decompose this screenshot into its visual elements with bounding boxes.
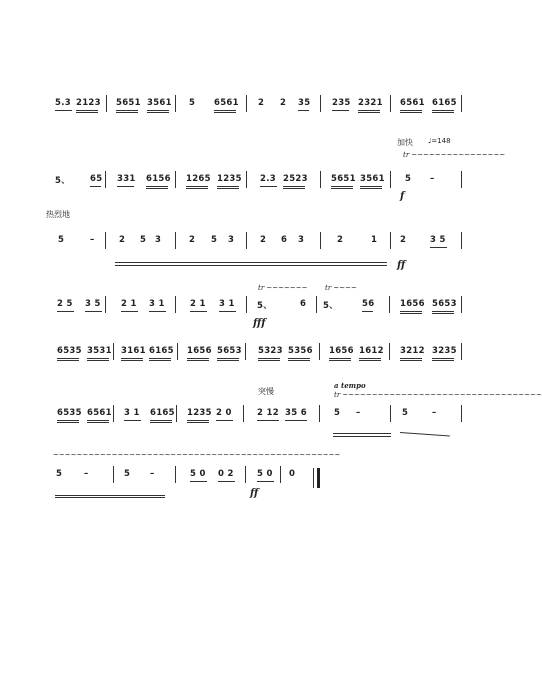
note-group: 6535: [57, 408, 82, 418]
barline: [316, 296, 317, 313]
note-group: 5653: [432, 299, 457, 309]
note-group: 6: [300, 299, 307, 309]
beam-line: [400, 313, 422, 314]
beam-line: [117, 186, 134, 187]
dynamic-ff: ff: [397, 260, 406, 271]
note-group: 1235: [187, 408, 212, 418]
barline: [106, 95, 107, 112]
beam-line: [57, 422, 79, 423]
note-group: 5: [56, 469, 63, 479]
beam-line: [432, 358, 454, 359]
beam-line: [283, 188, 305, 189]
note-group: 3561: [147, 98, 172, 108]
note-group: 5356: [288, 346, 313, 356]
beam-line: [298, 110, 309, 111]
beam-line: [430, 247, 447, 248]
beam-line: [150, 422, 172, 423]
barline: [175, 171, 176, 188]
note-group: 5653: [217, 346, 242, 356]
quarter-note-icon: ♩: [428, 137, 432, 145]
note-group: 2: [119, 235, 126, 245]
barline: [246, 95, 247, 112]
beam-line: [85, 311, 102, 312]
barline: [246, 296, 247, 313]
trill-label: tr: [334, 391, 341, 399]
barline: [319, 343, 320, 360]
note-group: –: [150, 469, 155, 479]
beam-line: [217, 186, 239, 187]
note-group: 5: [58, 235, 65, 245]
barline: [113, 343, 114, 360]
barline: [175, 95, 176, 112]
note-group: 1656: [187, 346, 212, 356]
beam-line: [186, 188, 208, 189]
trill-label: tr: [403, 151, 410, 159]
beam-line: [149, 311, 166, 312]
beam-line: [257, 481, 274, 482]
barline: [320, 232, 321, 249]
barline: [320, 95, 321, 112]
beam-line: [362, 311, 373, 312]
beam-line: [150, 420, 172, 421]
beam-line: [186, 186, 208, 187]
barline: [389, 296, 390, 313]
beam-line: [257, 420, 279, 421]
beam-line: [400, 110, 422, 111]
beam-line: [432, 110, 454, 111]
barline: [320, 171, 321, 188]
beam-line: [190, 481, 207, 482]
note-group: 2 0: [216, 408, 232, 418]
note-group: –: [84, 469, 89, 479]
note-group: 3161: [121, 346, 146, 356]
note-group: 5: [189, 98, 196, 108]
barline: [246, 171, 247, 188]
note-group: 6: [281, 235, 288, 245]
beam-line: [360, 188, 382, 189]
beam-line: [187, 422, 209, 423]
beam-line: [121, 358, 143, 359]
note-group: 1265: [186, 174, 211, 184]
barline: [246, 232, 247, 249]
barline: [175, 466, 176, 483]
metronome-value: =148: [431, 137, 451, 145]
note-group: 3 1: [124, 408, 140, 418]
beam-line: [432, 360, 454, 361]
beam-line: [57, 311, 74, 312]
beam-line: [190, 311, 207, 312]
beam-line: [217, 360, 239, 361]
tempo-change-label: 加快: [397, 138, 413, 147]
note-group: 5、: [257, 301, 273, 311]
beam-line: [432, 112, 454, 113]
barline: [319, 405, 320, 422]
note-group: 0 2: [218, 469, 234, 479]
beam-line: [288, 360, 310, 361]
note-group: 5651: [331, 174, 356, 184]
beam-line: [329, 360, 351, 361]
beam-line: [332, 110, 349, 111]
note-group: 2.3: [260, 174, 276, 184]
trill-mark-row2: tr ~~~~~~~~~~~~~~~~: [403, 151, 506, 159]
a-tempo-label: a tempo: [334, 381, 366, 390]
beam-line: [87, 360, 109, 361]
beam-line: [146, 186, 168, 187]
note-group: 3 5: [430, 235, 446, 245]
trill-mark-row6: tr ~~~~~~~~~~~~~~~~~~~~~~~~~~~~~~~~~~: [334, 391, 542, 399]
beam-line: [217, 188, 239, 189]
note-group: 2: [280, 98, 287, 108]
note-group: 35: [298, 98, 311, 108]
note-group: 3561: [360, 174, 385, 184]
beam-line: [217, 358, 239, 359]
beam-line: [329, 358, 351, 359]
note-group: 0: [289, 469, 296, 479]
beam-line: [400, 360, 422, 361]
note-group: 2 1: [121, 299, 137, 309]
beam-line: [187, 420, 209, 421]
beam-line: [358, 112, 380, 113]
note-group: 2: [400, 235, 407, 245]
beam-line: [258, 358, 280, 359]
beam-line: [400, 358, 422, 359]
note-group: 6165: [150, 408, 175, 418]
beam-line: [360, 186, 382, 187]
beam-line: [432, 311, 454, 312]
note-group: 2: [260, 235, 267, 245]
beam-line: [149, 360, 171, 361]
note-group: 2523: [283, 174, 308, 184]
trill-mark-row4b: tr ~~~~: [325, 284, 357, 292]
note-group: 5: [211, 235, 218, 245]
note-group: –: [432, 408, 437, 418]
extension-line: [115, 265, 387, 266]
beam-line: [358, 110, 380, 111]
note-group: 1656: [400, 299, 425, 309]
note-group: –: [356, 408, 361, 418]
barline: [390, 171, 391, 188]
beam-line: [187, 360, 209, 361]
beam-line: [359, 358, 381, 359]
beam-line: [76, 112, 98, 113]
note-group: 3 1: [149, 299, 165, 309]
trill-label: tr: [258, 284, 265, 292]
note-group: 2321: [358, 98, 383, 108]
beam-line: [260, 186, 277, 187]
note-group: 1: [371, 235, 378, 245]
beam-line: [331, 186, 353, 187]
beam-line: [214, 110, 236, 111]
note-group: 6165: [149, 346, 174, 356]
note-group: 2 12: [257, 408, 279, 418]
trill-mark-row4a: tr ~~~~~~~: [258, 284, 308, 292]
beam-line: [124, 420, 141, 421]
note-group: 1612: [359, 346, 384, 356]
barline: [461, 405, 462, 422]
beam-line: [283, 186, 305, 187]
beam-line: [147, 112, 169, 113]
beam-line: [400, 311, 422, 312]
note-group: 2 1: [190, 299, 206, 309]
beam-line: [147, 110, 169, 111]
dynamic-ff-final: ff: [250, 488, 259, 499]
beam-line: [285, 420, 307, 421]
extension-line: [55, 495, 165, 496]
barline: [390, 95, 391, 112]
beam-line: [219, 311, 236, 312]
beam-line: [214, 112, 236, 113]
note-group: 5、: [55, 176, 71, 186]
extension-line: [333, 433, 391, 434]
note-group: 2123: [76, 98, 101, 108]
beam-line: [116, 110, 138, 111]
note-group: 2: [189, 235, 196, 245]
note-group: 235: [332, 98, 351, 108]
barline: [280, 466, 281, 483]
beam-line: [90, 186, 101, 187]
barline: [461, 296, 462, 313]
note-group: 5323: [258, 346, 283, 356]
extension-line: [115, 262, 387, 263]
beam-line: [149, 358, 171, 359]
beam-line: [288, 358, 310, 359]
sudden-slow-label: 突慢: [258, 387, 274, 396]
beam-line: [76, 110, 98, 111]
note-group: 1656: [329, 346, 354, 356]
beam-line: [146, 188, 168, 189]
note-group: 5: [124, 469, 131, 479]
beam-line: [331, 188, 353, 189]
barline: [245, 343, 246, 360]
note-group: 3: [228, 235, 235, 245]
beam-line: [121, 311, 138, 312]
dynamic-fff: fff: [253, 318, 266, 329]
note-group: 5 0: [257, 469, 273, 479]
barline: [176, 405, 177, 422]
extension-line: [55, 497, 165, 498]
note-group: 331: [117, 174, 136, 184]
note-group: 2: [258, 98, 265, 108]
note-group: –: [90, 235, 95, 245]
note-group: 6561: [214, 98, 239, 108]
note-group: 35 6: [285, 408, 307, 418]
note-group: 5: [334, 408, 341, 418]
note-group: 3212: [400, 346, 425, 356]
barline: [461, 232, 462, 249]
beam-line: [258, 360, 280, 361]
trill-label: tr: [325, 284, 332, 292]
barline: [105, 296, 106, 313]
metronome-mark: [428, 137, 451, 145]
note-group: –: [430, 174, 435, 184]
beam-line: [87, 420, 109, 421]
note-group: 5: [402, 408, 409, 418]
beam-line: [87, 422, 109, 423]
note-group: 5、: [323, 301, 339, 311]
barline: [245, 466, 246, 483]
beam-line: [432, 313, 454, 314]
note-group: 6561: [400, 98, 425, 108]
barline: [461, 343, 462, 360]
note-group: 5.3: [55, 98, 71, 108]
barline: [243, 405, 244, 422]
beam-line: [359, 360, 381, 361]
barline: [105, 232, 106, 249]
beam-line: [57, 358, 79, 359]
barline: [461, 95, 462, 112]
dynamic-f: f: [400, 191, 405, 202]
barline: [390, 232, 391, 249]
beam-line: [187, 358, 209, 359]
note-group: 3 5: [85, 299, 101, 309]
barline: [461, 171, 462, 188]
note-group: 5651: [116, 98, 141, 108]
extension-line: [333, 436, 391, 437]
note-group: 5: [405, 174, 412, 184]
note-group: 6165: [432, 98, 457, 108]
note-group: 3 1: [219, 299, 235, 309]
barline: [175, 296, 176, 313]
note-group: 3531: [87, 346, 112, 356]
note-group: 2 5: [57, 299, 73, 309]
final-barline: [317, 468, 320, 488]
note-group: 2: [337, 235, 344, 245]
expression-passionately: 热烈地: [46, 210, 70, 219]
beam-line: [57, 360, 79, 361]
note-group: 3: [155, 235, 162, 245]
beam-line: [116, 112, 138, 113]
beam-line: [55, 110, 72, 111]
beam-line: [121, 360, 143, 361]
note-group: 5 0: [190, 469, 206, 479]
beam-line: [218, 481, 235, 482]
barline: [389, 343, 390, 360]
beam-line: [216, 420, 233, 421]
note-group: 1235: [217, 174, 242, 184]
beam-line: [87, 358, 109, 359]
barline: [390, 405, 391, 422]
note-group: 3: [298, 235, 305, 245]
note-group: 6561: [87, 408, 112, 418]
barline: [113, 466, 114, 483]
note-group: 56: [362, 299, 375, 309]
barline: [105, 171, 106, 188]
note-group: 5: [140, 235, 147, 245]
note-group: 6535: [57, 346, 82, 356]
final-barline-thin: [313, 468, 314, 488]
note-group: 3235: [432, 346, 457, 356]
barline: [113, 405, 114, 422]
trill-continuation-row7: ~~~~~~~~~~~~~~~~~~~~~~~~~~~~~~~~~~~~~~~~~~~~~~~~~: [53, 451, 341, 459]
note-group: 6156: [146, 174, 171, 184]
beam-line: [57, 420, 79, 421]
note-group: 65: [90, 174, 103, 184]
beam-line: [400, 112, 422, 113]
barline: [175, 232, 176, 249]
barline: [177, 343, 178, 360]
